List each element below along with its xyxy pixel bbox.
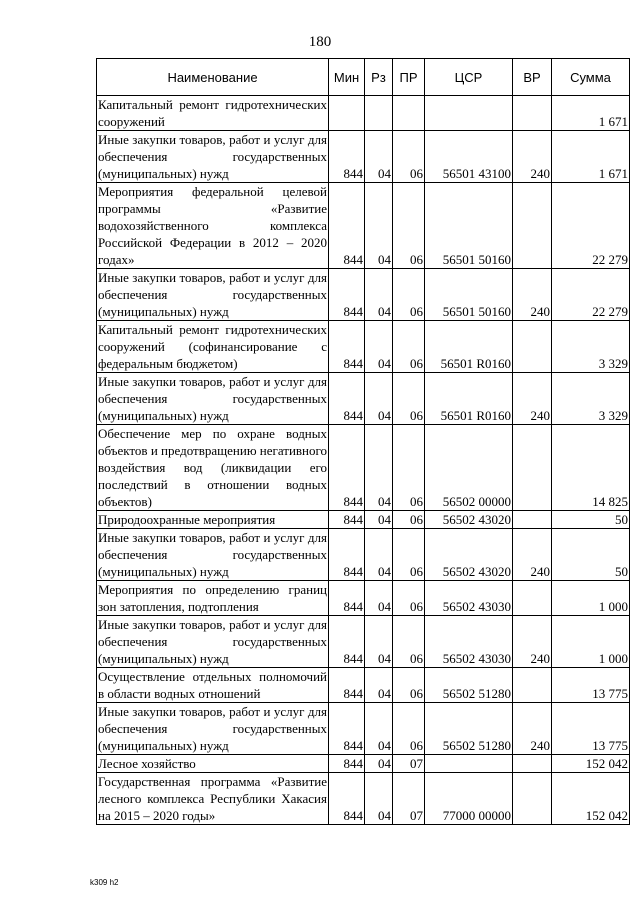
column-header-name: Наименование <box>97 59 329 96</box>
cell-name: Капитальный ремонт гидротехнических сооружений (софинансирование с федеральным бюджетом) <box>98 322 327 371</box>
cell-rz: 04 <box>365 668 393 703</box>
cell-pr: 06 <box>393 321 425 373</box>
cell-pr: 06 <box>393 668 425 703</box>
cell-name: Лесное хозяйство <box>97 755 329 773</box>
table-row <box>97 321 630 373</box>
cell-rz: 04 <box>365 616 393 668</box>
cell-rz: 04 <box>365 131 393 183</box>
cell-min: 844 <box>329 755 365 773</box>
cell-min <box>329 96 365 131</box>
cell-min: 844 <box>329 131 365 183</box>
cell-pr: 06 <box>393 511 425 529</box>
cell-rz: 04 <box>365 755 393 773</box>
cell-name: Мероприятия по определению границ зон затопления, подтопления <box>98 582 327 614</box>
table-row <box>97 96 630 131</box>
table-row <box>97 269 630 321</box>
cell-name: Государственная программа «Развитие лесного комплекса Республики Хакасия на 2015 – 2020 годы» <box>98 774 327 823</box>
cell-vr <box>513 755 552 773</box>
table-row <box>97 616 630 668</box>
column-header-min: Мин <box>329 59 365 96</box>
cell-vr <box>513 773 552 825</box>
table-row <box>97 581 630 616</box>
cell-vr <box>513 321 552 373</box>
cell-name: Иные закупки товаров, работ и услуг для обеспечения государственных (муниципальных) нужд <box>98 704 327 753</box>
cell-pr: 06 <box>393 269 425 321</box>
cell-sum: 13 775 <box>552 703 630 755</box>
cell-min: 844 <box>329 703 365 755</box>
cell-rz: 04 <box>365 773 393 825</box>
column-header-pr: ПР <box>393 59 425 96</box>
cell-csr: 56502 00000 <box>425 425 513 511</box>
cell-csr: 56502 43020 <box>425 529 513 581</box>
cell-csr: 56502 43030 <box>425 581 513 616</box>
cell-sum: 1 671 <box>552 131 630 183</box>
cell-rz: 04 <box>365 529 393 581</box>
cell-min: 844 <box>329 373 365 425</box>
cell-sum: 3 329 <box>552 373 630 425</box>
cell-vr <box>513 183 552 269</box>
cell-name: Обеспечение мер по охране водных объектов и предотвращению негативного воздействия вод (ликвидации его последствий в отношении водных объектов) <box>98 426 328 509</box>
cell-pr: 06 <box>393 183 425 269</box>
cell-name: Мероприятия федеральной целевой программы «Развитие водохозяйственного комплекса Российской Федерации в 2012 – 2020 годах» <box>98 184 327 267</box>
cell-sum: 1 000 <box>552 581 630 616</box>
cell-rz: 04 <box>365 269 393 321</box>
cell-sum: 1 000 <box>552 616 630 668</box>
cell-rz: 04 <box>365 183 393 269</box>
cell-min: 844 <box>329 616 365 668</box>
cell-vr <box>513 425 552 511</box>
cell-csr: 56502 51280 <box>425 703 513 755</box>
cell-vr: 240 <box>513 529 552 581</box>
cell-sum: 22 279 <box>552 269 630 321</box>
cell-min: 844 <box>329 581 365 616</box>
cell-csr: 56502 51280 <box>425 668 513 703</box>
cell-sum: 22 279 <box>552 183 630 269</box>
cell-min: 844 <box>329 183 365 269</box>
cell-sum: 152 042 <box>552 755 630 773</box>
cell-sum: 3 329 <box>552 321 630 373</box>
cell-vr <box>513 96 552 131</box>
cell-name: Капитальный ремонт гидротехнических сооружений <box>98 97 327 129</box>
cell-name: Иные закупки товаров, работ и услуг для обеспечения государственных (муниципальных) нужд <box>98 374 327 423</box>
column-header-csr: ЦСР <box>425 59 513 96</box>
table-row <box>97 425 630 511</box>
cell-min: 844 <box>329 529 365 581</box>
cell-rz: 04 <box>365 581 393 616</box>
cell-csr: 56501 50160 <box>425 269 513 321</box>
cell-pr: 06 <box>393 529 425 581</box>
cell-min: 844 <box>329 773 365 825</box>
cell-min: 844 <box>329 321 365 373</box>
cell-csr: 56501 R0160 <box>425 321 513 373</box>
cell-name: Природоохранные мероприятия <box>97 511 329 529</box>
cell-name: Иные закупки товаров, работ и услуг для обеспечения государственных (муниципальных) нужд <box>98 617 327 666</box>
cell-csr <box>425 96 513 131</box>
cell-vr <box>513 581 552 616</box>
table-row <box>97 529 630 581</box>
cell-min: 844 <box>329 668 365 703</box>
cell-vr: 240 <box>513 373 552 425</box>
cell-csr: 56501 R0160 <box>425 373 513 425</box>
cell-vr: 240 <box>513 616 552 668</box>
cell-sum: 50 <box>552 511 630 529</box>
cell-rz <box>365 96 393 131</box>
cell-pr: 06 <box>393 373 425 425</box>
cell-vr <box>513 511 552 529</box>
cell-vr <box>513 668 552 703</box>
cell-rz: 04 <box>365 321 393 373</box>
table-row <box>97 668 630 703</box>
table-row <box>97 703 630 755</box>
cell-min: 844 <box>329 511 365 529</box>
cell-sum: 13 775 <box>552 668 630 703</box>
cell-pr: 07 <box>393 773 425 825</box>
cell-sum: 152 042 <box>552 773 630 825</box>
table-row <box>97 131 630 183</box>
cell-pr <box>393 96 425 131</box>
table-row <box>97 773 630 825</box>
table-row <box>97 183 630 269</box>
cell-sum: 14 825 <box>552 425 630 511</box>
cell-sum: 1 671 <box>552 96 630 131</box>
cell-sum: 50 <box>552 529 630 581</box>
cell-name: Иные закупки товаров, работ и услуг для обеспечения государственных (муниципальных) нужд <box>98 132 327 181</box>
table-row <box>97 373 630 425</box>
cell-pr: 06 <box>393 425 425 511</box>
cell-csr: 56501 50160 <box>425 183 513 269</box>
cell-rz: 04 <box>365 703 393 755</box>
cell-vr: 240 <box>513 269 552 321</box>
cell-min: 844 <box>329 269 365 321</box>
cell-csr: 56502 43030 <box>425 616 513 668</box>
table-header-row <box>97 59 630 96</box>
cell-vr: 240 <box>513 131 552 183</box>
cell-pr: 06 <box>393 581 425 616</box>
cell-rz: 04 <box>365 511 393 529</box>
footer-code: k309 h2 <box>90 878 119 887</box>
cell-rz: 04 <box>365 425 393 511</box>
cell-min: 844 <box>329 425 365 511</box>
table-row <box>97 511 630 529</box>
cell-name: Осуществление отдельных полномочий в области водных отношений <box>98 669 327 701</box>
cell-csr: 77000 00000 <box>425 773 513 825</box>
cell-pr: 06 <box>393 131 425 183</box>
cell-vr: 240 <box>513 703 552 755</box>
column-header-sum: Сумма <box>552 59 630 96</box>
budget-table <box>96 58 630 825</box>
cell-csr: 56501 43100 <box>425 131 513 183</box>
cell-csr <box>425 755 513 773</box>
cell-rz: 04 <box>365 373 393 425</box>
cell-pr: 07 <box>393 755 425 773</box>
table-row <box>97 755 630 773</box>
column-header-vr: ВР <box>513 59 552 96</box>
cell-name: Иные закупки товаров, работ и услуг для обеспечения государственных (муниципальных) нужд <box>98 530 327 579</box>
cell-csr: 56502 43020 <box>425 511 513 529</box>
cell-pr: 06 <box>393 616 425 668</box>
page-number: 180 <box>308 34 332 50</box>
column-header-rz: Рз <box>365 59 393 96</box>
cell-name: Иные закупки товаров, работ и услуг для обеспечения государственных (муниципальных) нужд <box>98 270 327 319</box>
cell-pr: 06 <box>393 703 425 755</box>
